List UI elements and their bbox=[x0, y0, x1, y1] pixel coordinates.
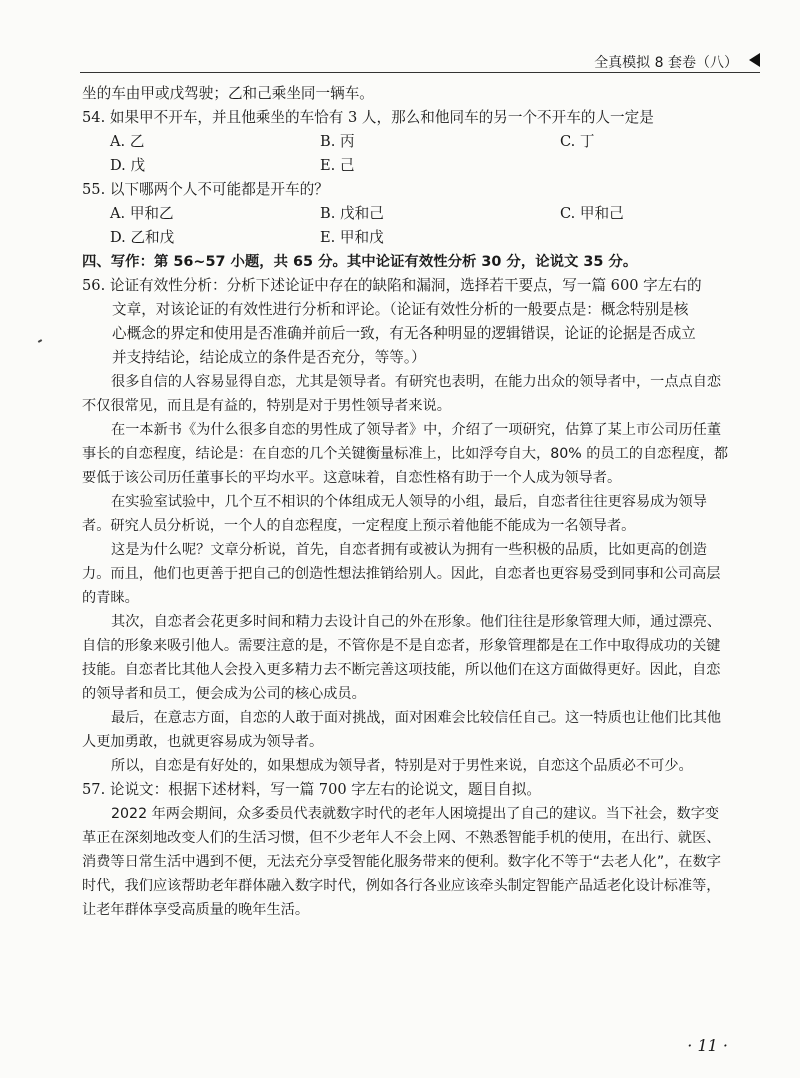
q57-paragraph: 2022 年两会期间，众多委员代表就数字时代的老年人困境提出了自己的建议。当下社会，数字变革正在深刻地改变人们的生活习惯，但不少老年人不会上网、不熟悉智能手机的使用，在出行、就医、消费等日常生活中遇到不便，无法充分享受智能化服务带来的便利。数字化不等于“去老人化”，在数字时代，我们应该帮助老年群体融入数字时代，例如各行各业应该牵头制定智能产品适老化设计标准等，让老年群体享受高质量的晚年生活。 bbox=[82, 806, 721, 918]
q55-stem: 55. 以下哪两个人不可能都是开车的？ bbox=[82, 181, 329, 198]
q56-paragraph-2: 在一本新书《为什么很多自恋的男性成了领导者》中，介绍了一项研究，估算了某上市公司历任董事长的自恋程度，结论是：在自恋的几个关键衡量标准上，比如浮夸自大，80% 的员工的自恋程度，都要低于该公司历任董事长的平均水平。这意味着，自恋性格有助于一个人成为领导者。 bbox=[82, 422, 729, 486]
q55-option-d: D. 乙和戊 bbox=[110, 229, 175, 246]
running-header bbox=[80, 50, 760, 73]
q56-stem-line-2: 文章，对该论证的有效性进行分析和评论。（论证有效性分析的一般要点是：概念特别是核 bbox=[112, 301, 689, 318]
q55-options bbox=[82, 202, 732, 250]
q55-option-e: E. 甲和戊 bbox=[320, 229, 384, 246]
q56-paragraph-3: 在实验室试验中，几个互不相识的个体组成无人领导的小组，最后，自恋者往往更容易成为领导者。研究人员分析说，一个人的自恋程度，一定程度上预示着他能不能成为一名领导者。 bbox=[82, 494, 707, 534]
q57-stem: 57. 论说文：根据下述材料，写一篇 700 字左右的论说文，题目自拟。 bbox=[82, 781, 542, 798]
q55-option-a: A. 甲和乙 bbox=[110, 205, 174, 222]
q56-paragraph-7: 所以，自恋是有好处的，如果想成为领导者，特别是对于男性来说，自恋这个品质必不可少。 bbox=[111, 758, 693, 774]
q54-options bbox=[82, 130, 732, 178]
q56-stem-line-3: 心概念的界定和使用是否准确并前后一致，有无各种明显的逻辑错误，论证的论据是否成立 bbox=[112, 325, 696, 342]
section-heading: 四、写作：第 56~57 小题，共 65 分。其中论证有效性分析 30 分，论说文 35 分。 bbox=[82, 254, 638, 270]
q55-option-c: C. 甲和己 bbox=[560, 205, 624, 222]
q55-option-b: B. 戊和己 bbox=[320, 205, 384, 222]
q54-option-d: D. 戊 bbox=[110, 157, 146, 174]
q56-stem-line-1: 56. 论证有效性分析：分析下述论证中存在的缺陷和漏洞，选择若干要点，写一篇 600 字左右的 bbox=[82, 277, 702, 294]
q54-option-c: C. 丁 bbox=[560, 133, 595, 150]
q54-option-a: A. 乙 bbox=[110, 133, 145, 150]
page-content bbox=[82, 82, 732, 922]
intro-line: 坐的车由甲或戊驾驶；乙和己乘坐同一辆车。 bbox=[82, 85, 374, 102]
q56-paragraph-6: 最后，在意志方面，自恋的人敢于面对挑战，面对困难会比较信任自己。这一特质也让他们比其他人更加勇敢，也就更容易成为领导者。 bbox=[82, 710, 722, 750]
q54-option-b: B. 丙 bbox=[320, 133, 355, 150]
q56-paragraph-4: 这是为什么呢？文章分析说，首先，自恋者拥有或被认为拥有一些积极的品质，比如更高的创造力。而且，他们也更善于把自己的创造性想法推销给别人。因此，自恋者也更容易受到同事和公司高层的青睐。 bbox=[82, 542, 721, 606]
q56-paragraph-1: 很多自信的人容易显得自恋，尤其是领导者。有研究也表明，在能力出众的领导者中，一点点自恋不仅很常见，而且是有益的，特别是对于男性领导者来说。 bbox=[82, 374, 722, 414]
stray-pen-mark bbox=[38, 339, 42, 343]
q56-paragraph-5: 其次，自恋者会花更多时间和精力去设计自己的外在形象。他们往往是形象管理大师，通过漂亮、自信的形象来吸引他人。需要注意的是，不管你是不是自恋者，形象管理都是在工作中取得成功的关键技能。自恋者比其他人会投入更多精力去不断完善这项技能，所以他们在这方面做得更好。因此，自恋的领导者和员工，便会成为公司的核心成员。 bbox=[82, 614, 722, 702]
q54-stem: 54. 如果甲不开车，并且他乘坐的车恰有 3 人，那么和他同车的另一个不开车的人一定是 bbox=[82, 109, 654, 126]
q56-stem-line-4: 并支持结论，结论成立的条件是否充分，等等。） bbox=[112, 349, 426, 366]
page-number: · 11 · bbox=[687, 1036, 728, 1055]
header-title: 全真模拟 8 套卷（八） bbox=[594, 55, 738, 71]
left-triangle-icon bbox=[749, 53, 760, 67]
q54-option-e: E. 己 bbox=[320, 157, 355, 174]
